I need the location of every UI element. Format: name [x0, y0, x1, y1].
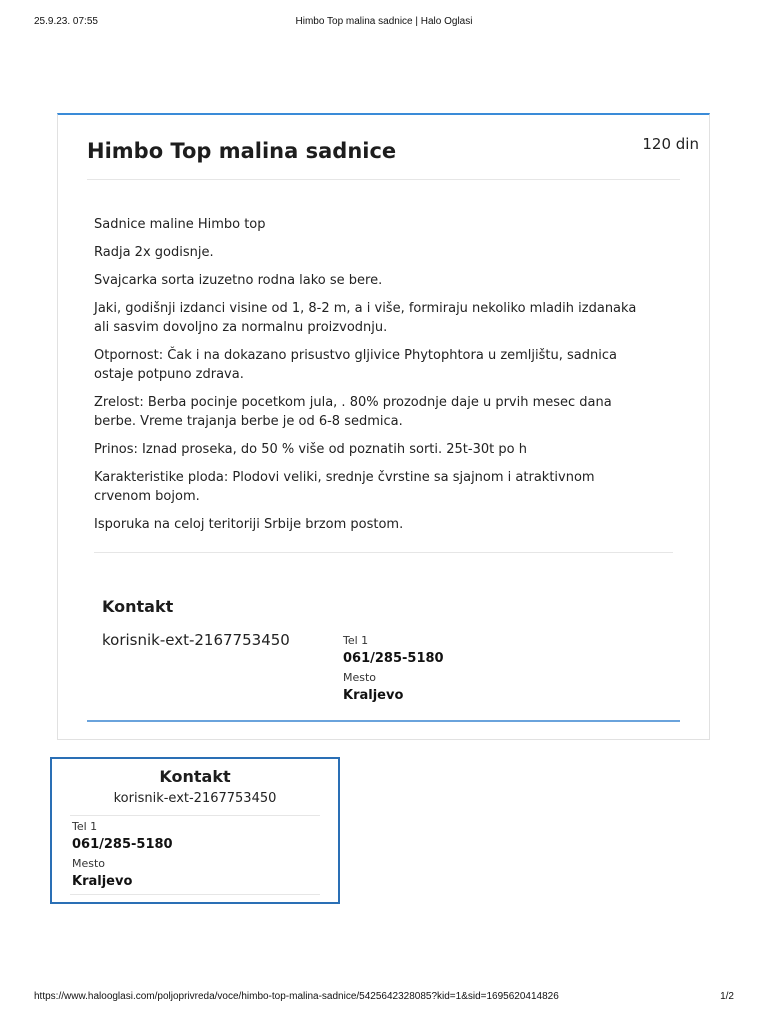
description-paragraph: Karakteristike ploda: Plodovi veliki, srednje čvrstine sa sjajnom i atraktivnom crvenom bojom. [94, 470, 595, 504]
side-divider-top [70, 815, 320, 816]
side-contact-heading: Kontakt [159, 767, 231, 786]
description-paragraph: Prinos: Iznad proseka, do 50 % više od poznatih sorti. 25t-30t po h [94, 442, 527, 457]
phone-label: Tel 1 [343, 634, 369, 647]
ad-price: 120 din [642, 135, 699, 153]
description-paragraph: Zrelost: Berba pocinje pocetkom jula, . 80% prozodnje daje u prvih mesec dana berbe. Vreme trajanja berbe je od 6-8 sedmica. [94, 395, 612, 429]
side-location-value: Kraljevo [72, 874, 133, 889]
ad-card [57, 113, 710, 740]
print-footer [34, 991, 734, 1005]
side-phone-label: Tel 1 [72, 820, 98, 833]
print-datetime: 25.9.23. 07:55 [34, 16, 98, 27]
side-phone-number[interactable]: 061/285-5180 [72, 837, 173, 852]
ad-title: Himbo Top malina sadnice [87, 139, 397, 163]
description-divider [94, 552, 673, 553]
side-contact-box [50, 757, 340, 904]
ad-description [94, 215, 654, 543]
description-paragraph: Otpornost: Čak i na dokazano prisustvo gljivice Phytophtora u zemljištu, sadnica ostaje potpuno zdrava. [94, 348, 617, 382]
location-value: Kraljevo [343, 688, 404, 703]
description-paragraph: Jaki, godišnji izdanci visine od 1, 8-2 m, a i više, formiraju nekoliko mladih izdanaka ali sasvim dovoljno za normalnu proizvodnju. [94, 301, 637, 335]
card-bottom-line [87, 720, 680, 722]
print-header [34, 16, 734, 30]
description-paragraph: Svajcarka sorta izuzetno rodna lako se bere. [94, 273, 383, 288]
side-location-label: Mesto [72, 857, 106, 870]
contact-heading: Kontakt [102, 597, 174, 616]
location-label: Mesto [343, 671, 377, 684]
title-divider [87, 179, 680, 180]
description-paragraph: Radja 2x godisnje. [94, 245, 214, 260]
description-paragraph: Sadnice maline Himbo top [94, 217, 266, 232]
print-url: https://www.halooglasi.com/poljoprivreda/voce/himbo-top-malina-sadnice/5425642328085?kid=1&sid=1695620414826 [34, 991, 559, 1002]
side-contact-user-link[interactable]: korisnik-ext-2167753450 [113, 791, 277, 806]
description-paragraph: Isporuka na celoj teritoriji Srbije brzom postom. [94, 517, 404, 532]
contact-fields [343, 633, 444, 707]
phone-number[interactable]: 061/285-5180 [343, 651, 444, 666]
print-page-title: Himbo Top malina sadnice | Halo Oglasi [295, 16, 473, 27]
contact-user-link[interactable]: korisnik-ext-2167753450 [102, 631, 290, 649]
side-divider-bottom [70, 894, 320, 895]
print-page-number: 1/2 [720, 991, 734, 1002]
side-contact-fields [72, 819, 173, 893]
